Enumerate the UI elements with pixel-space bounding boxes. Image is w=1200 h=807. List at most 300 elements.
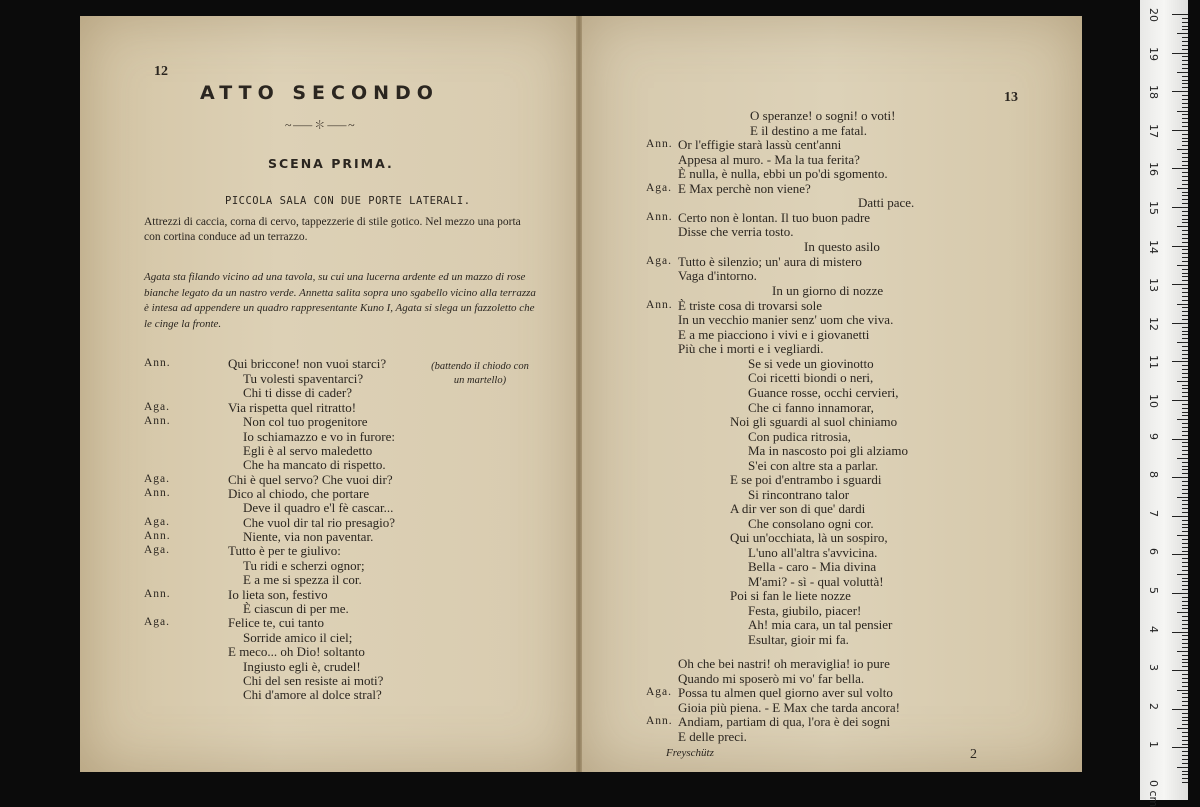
ruler-tick xyxy=(1172,670,1188,671)
ruler-tick xyxy=(1182,138,1188,139)
verse-line: Vaga d'intorno. xyxy=(678,268,757,283)
ruler-tick xyxy=(1182,466,1188,467)
verse-line: E a me piacciono i vivi e i giovanetti xyxy=(678,327,870,342)
ruler-tick xyxy=(1182,273,1188,274)
ruler-tick xyxy=(1182,446,1188,447)
verse-line: E il destino a me fatal. xyxy=(750,123,867,138)
ruler-tick xyxy=(1182,566,1188,567)
ruler-tick xyxy=(1182,524,1188,525)
ruler-tick xyxy=(1172,323,1188,324)
ruler-tick xyxy=(1182,165,1188,166)
ruler-tick xyxy=(1182,635,1188,636)
ruler-tick xyxy=(1182,469,1188,470)
speaker-label: Aga. xyxy=(646,255,673,267)
ruler-label: 2 xyxy=(1147,702,1160,710)
ruler-tick xyxy=(1182,774,1188,775)
ruler-tick xyxy=(1182,662,1188,663)
ruler-tick xyxy=(1182,257,1188,258)
ruler-label: 1 xyxy=(1147,741,1160,749)
ruler-tick xyxy=(1182,547,1188,548)
verse-line: E a me si spezza il cor. xyxy=(243,572,362,587)
ruler-tick xyxy=(1182,338,1188,339)
verse-line: Tutto è silenzio; un' aura di mistero xyxy=(678,254,862,269)
ruler-tick xyxy=(1182,705,1188,706)
signature-number: 2 xyxy=(970,747,977,762)
ruler-tick xyxy=(1172,361,1188,362)
ruler-tick xyxy=(1182,334,1188,335)
ruler-tick xyxy=(1182,319,1188,320)
ruler-tick xyxy=(1182,56,1188,57)
ruler-tick xyxy=(1182,717,1188,718)
ruler-tick xyxy=(1177,767,1188,768)
ruler-tick xyxy=(1182,261,1188,262)
ruler-tick xyxy=(1182,385,1188,386)
verse-line: Qui un'occhiata, là un sospiro, xyxy=(730,530,888,545)
verse-line: Che ha mancato di rispetto. xyxy=(243,457,386,472)
ruler-tick xyxy=(1182,435,1188,436)
verse-line: Più che i morti e i vegliardi. xyxy=(678,341,824,356)
ruler-tick xyxy=(1177,612,1188,613)
ruler-tick xyxy=(1182,771,1188,772)
speaker-label: Aga. xyxy=(144,516,171,528)
ruler-tick xyxy=(1177,226,1188,227)
verse-line: In un giorno di nozze xyxy=(772,283,884,298)
ruler-tick xyxy=(1182,176,1188,177)
ruler-tick xyxy=(1182,551,1188,552)
ruler-tick xyxy=(1182,157,1188,158)
verse-line: Guance rosse, occhi cervieri, xyxy=(748,385,899,400)
ruler-tick xyxy=(1182,219,1188,220)
verse-line: Deve il quadro e'l fè cascar... xyxy=(243,500,394,515)
verse-line: Che consolano ogni cor. xyxy=(748,516,874,531)
ruler-tick xyxy=(1172,439,1188,440)
ruler-tick xyxy=(1177,651,1188,652)
ruler-tick xyxy=(1182,253,1188,254)
verse-line: Oh che bei nastri! oh meraviglia! io pure xyxy=(678,656,890,671)
ruler-tick xyxy=(1182,280,1188,281)
ruler-tick xyxy=(1182,450,1188,451)
ruler-tick xyxy=(1182,693,1188,694)
ruler-tick xyxy=(1177,574,1188,575)
verse-line: O speranze! o sogni! o voti! xyxy=(750,108,896,123)
ruler-tick xyxy=(1182,759,1188,760)
speaker-label: Aga. xyxy=(144,544,171,556)
speaker-label: Ann. xyxy=(646,211,673,223)
ruler-tick xyxy=(1177,265,1188,266)
ruler-tick xyxy=(1182,350,1188,351)
ruler-tick xyxy=(1182,508,1188,509)
verse-line: Datti pace. xyxy=(858,195,915,210)
ruler-tick xyxy=(1182,199,1188,200)
verse-line: Certo non è lontan. Il tuo buon padre xyxy=(678,210,871,225)
ruler-tick xyxy=(1177,381,1188,382)
ruler-tick xyxy=(1182,83,1188,84)
ruler-tick xyxy=(1182,643,1188,644)
ruler-tick xyxy=(1182,122,1188,123)
ruler-label: 18 xyxy=(1147,85,1160,100)
ruler-tick xyxy=(1182,404,1188,405)
ruler-tick xyxy=(1182,666,1188,667)
ruler-tick xyxy=(1182,195,1188,196)
ruler-tick xyxy=(1182,724,1188,725)
ruler-label: 20 xyxy=(1147,8,1160,22)
ruler-tick xyxy=(1182,500,1188,501)
verse-line: Chi d'amore al dolce stral? xyxy=(243,687,382,702)
verse-line: Egli è al servo maledetto xyxy=(243,443,373,458)
verse-line: Niente, via non paventar. xyxy=(243,529,374,544)
speaker-label: Ann. xyxy=(144,588,171,600)
ruler-tick xyxy=(1182,682,1188,683)
verse-line: Noi gli sguardi al suol chiniamo xyxy=(730,414,898,429)
ruler-tick xyxy=(1182,230,1188,231)
ruler-tick xyxy=(1182,616,1188,617)
stage-aside: (battendo il chiodo con un martello) xyxy=(431,361,529,386)
ruler-label: 17 xyxy=(1147,123,1160,138)
footer-title: Freyschütz xyxy=(666,747,714,759)
ruler-tick xyxy=(1182,755,1188,756)
verse-line: Ah! mia cara, un tal pensier xyxy=(748,617,893,632)
ruler-tick xyxy=(1182,388,1188,389)
ruler-tick xyxy=(1182,624,1188,625)
ruler-label: 4 xyxy=(1147,625,1160,633)
ruler-tick xyxy=(1182,601,1188,602)
ruler-tick xyxy=(1182,192,1188,193)
ruler-tick xyxy=(1182,331,1188,332)
ruler-tick xyxy=(1182,558,1188,559)
ruler-tick xyxy=(1182,126,1188,127)
ruler-tick xyxy=(1182,60,1188,61)
ruler-tick xyxy=(1182,415,1188,416)
verse-line: E meco... oh Dio! soltanto xyxy=(228,644,365,659)
ruler-tick xyxy=(1182,412,1188,413)
ruler-tick xyxy=(1182,697,1188,698)
verse-line: L'uno all'altra s'avvicina. xyxy=(748,545,878,560)
ruler-tick xyxy=(1182,76,1188,77)
ruler-tick xyxy=(1182,527,1188,528)
act-title: ATTO SECONDO xyxy=(200,82,439,104)
ruler-tick xyxy=(1177,149,1188,150)
ruler-tick xyxy=(1182,203,1188,204)
ruler-tick xyxy=(1182,736,1188,737)
ruler-tick xyxy=(1182,431,1188,432)
verse-line: Che ci fanno innamorar, xyxy=(748,400,874,415)
verse-line: Andiam, partiam di qua, l'ora è dei sogni xyxy=(678,714,891,729)
ruler-tick xyxy=(1182,184,1188,185)
ruler-tick xyxy=(1182,605,1188,606)
ruler-tick xyxy=(1182,211,1188,212)
verse-line: Bella - caro - Mia divina xyxy=(748,559,877,574)
ruler-tick xyxy=(1182,37,1188,38)
speaker-label: Ann. xyxy=(144,415,171,427)
ruler-label: 11 xyxy=(1147,355,1160,370)
ruler-tick xyxy=(1172,554,1188,555)
speaker-label: Aga. xyxy=(144,616,171,628)
ruler-tick xyxy=(1182,161,1188,162)
ruler-tick xyxy=(1177,111,1188,112)
ruler-tick xyxy=(1177,72,1188,73)
ruler-tick xyxy=(1182,520,1188,521)
ruler-tick xyxy=(1182,103,1188,104)
ruler-tick xyxy=(1182,134,1188,135)
verse-line: Con pudica ritrosia, xyxy=(748,429,851,444)
ruler-label: 15 xyxy=(1147,201,1160,215)
ruler-tick xyxy=(1182,763,1188,764)
ruler-tick xyxy=(1172,91,1188,92)
scene-description: Attrezzi di caccia, corna di cervo, tappezzerie di stile gotico. Nel mezzo una porta con cortina conduce ad un terrazzo. xyxy=(144,216,521,243)
verse-line: Tutto è per te giulivo: xyxy=(228,543,341,558)
verse-line: Via rispetta quel ritratto! xyxy=(228,400,357,415)
ruler-tick xyxy=(1182,242,1188,243)
ruler-tick xyxy=(1172,477,1188,478)
ruler-tick xyxy=(1182,80,1188,81)
ruler-tick xyxy=(1182,373,1188,374)
ruler-tick xyxy=(1177,690,1188,691)
right-page xyxy=(582,16,1082,772)
ruler-tick xyxy=(1177,458,1188,459)
ruler-tick xyxy=(1182,732,1188,733)
ruler-tick xyxy=(1182,504,1188,505)
ruler-tick xyxy=(1182,678,1188,679)
speaker-label: Aga. xyxy=(646,182,673,194)
ruler-tick xyxy=(1172,747,1188,748)
ruler-tick xyxy=(1182,296,1188,297)
left-page-number: 12 xyxy=(154,64,168,79)
ruler-tick xyxy=(1182,408,1188,409)
ruler-tick xyxy=(1182,539,1188,540)
ruler-tick xyxy=(1182,292,1188,293)
ruler-tick xyxy=(1172,207,1188,208)
ruler-tick xyxy=(1182,674,1188,675)
ruler-tick xyxy=(1177,728,1188,729)
ruler-tick xyxy=(1182,118,1188,119)
ruler-tick xyxy=(1172,246,1188,247)
ruler-tick xyxy=(1182,628,1188,629)
ruler-tick xyxy=(1182,307,1188,308)
ruler-tick xyxy=(1182,180,1188,181)
verse-line: Quando mi sposerò mi vo' far bella. xyxy=(678,671,865,686)
ruler-tick xyxy=(1182,64,1188,65)
ruler-tick xyxy=(1182,608,1188,609)
speaker-label: Aga. xyxy=(646,686,673,698)
verse-line: Dico al chiodo, che portare xyxy=(228,486,370,501)
ruler-tick xyxy=(1182,481,1188,482)
ruler-tick xyxy=(1182,276,1188,277)
stage-direction: Agata sta filando vicino ad una tavola, su cui una lucerna ardente ed un mazzo di rose bianche legato da un nastro verde. Annetta salita sopra uno sgabello vicino alla terrazza è intesa ad appendere un quadro rappresentante Kuno I, Agata si slega un fazzoletto che le cinge la fronte. xyxy=(144,271,536,330)
verse-line: Or l'effigie starà lassù cent'anni xyxy=(678,137,842,152)
ruler-tick xyxy=(1182,720,1188,721)
ruler-label: 10 xyxy=(1147,394,1160,408)
ruler-tick xyxy=(1177,535,1188,536)
ruler-label: 14 xyxy=(1147,239,1160,254)
speaker-label: Aga. xyxy=(144,401,171,413)
ruler-tick xyxy=(1182,686,1188,687)
ruler-tick xyxy=(1172,284,1188,285)
ruler-tick xyxy=(1172,632,1188,633)
speaker-label: Ann. xyxy=(646,299,673,311)
ruler-tick xyxy=(1182,49,1188,50)
ruler-tick xyxy=(1182,29,1188,30)
ruler-tick xyxy=(1182,740,1188,741)
ruler-tick xyxy=(1177,497,1188,498)
ruler-tick xyxy=(1182,489,1188,490)
ruler-tick xyxy=(1182,222,1188,223)
verse-line: In questo asilo xyxy=(804,239,880,254)
ruler-tick xyxy=(1182,659,1188,660)
ruler-label: 8 xyxy=(1147,471,1160,479)
ruler-tick xyxy=(1177,342,1188,343)
ruler-tick xyxy=(1182,249,1188,250)
verse-line: Disse che verria tosto. xyxy=(678,224,794,239)
ruler-tick xyxy=(1182,141,1188,142)
verse-line: Sorride amico il ciel; xyxy=(243,630,353,645)
ruler-tick xyxy=(1182,493,1188,494)
verse-line: Chi del sen resiste ai moti? xyxy=(243,673,384,688)
ruler-tick xyxy=(1182,647,1188,648)
verse-line: È ciascun di per me. xyxy=(243,601,349,616)
verse-line: Gioia più piena. - E Max che tarda ancora! xyxy=(678,700,900,715)
ruler-tick xyxy=(1182,18,1188,19)
speaker-label: Ann. xyxy=(646,138,673,150)
ruler-tick xyxy=(1182,462,1188,463)
ruler-tick xyxy=(1182,377,1188,378)
ruler-tick xyxy=(1182,620,1188,621)
verse-line: Tu volesti spaventarci? xyxy=(243,371,364,386)
verse-line: In un vecchio manier senz' uom che viva. xyxy=(678,312,894,327)
ruler-tick xyxy=(1182,145,1188,146)
verse-line: Chi è quel servo? Che vuoi dir? xyxy=(228,472,393,487)
verse-line: A dir ver son di que' dardi xyxy=(730,501,866,516)
ruler-tick xyxy=(1182,423,1188,424)
ruler-tick xyxy=(1177,304,1188,305)
speaker-label: Ann. xyxy=(646,715,673,727)
ruler-tick xyxy=(1182,531,1188,532)
ruler-tick xyxy=(1182,153,1188,154)
ruler-tick xyxy=(1182,655,1188,656)
verse-line: Chi ti disse di cader? xyxy=(243,385,353,400)
ruler-label: 12 xyxy=(1147,316,1160,331)
speaker-label: Ann. xyxy=(144,487,171,499)
ruler-tick xyxy=(1177,188,1188,189)
scene-heading: SCENA PRIMA. xyxy=(268,156,394,171)
ruler-tick xyxy=(1182,562,1188,563)
verse-line: M'ami? - sì - qual voluttà! xyxy=(748,574,884,589)
verse-line: Io lieta son, festivo xyxy=(228,587,328,602)
ruler-tick xyxy=(1182,365,1188,366)
ornament-divider: ~⸺✽⸺~ xyxy=(285,118,356,132)
verse-line: Non col tuo progenitore xyxy=(243,414,368,429)
ruler-tick xyxy=(1182,172,1188,173)
verse-line: Ma in nascosto poi gli alziamo xyxy=(748,443,908,458)
ruler-tick xyxy=(1182,288,1188,289)
ruler-tick xyxy=(1182,396,1188,397)
ruler-tick xyxy=(1172,593,1188,594)
ruler-tick xyxy=(1182,311,1188,312)
verse-line: E se poi d'entrambo i sguardi xyxy=(730,472,882,487)
ruler-tick xyxy=(1182,751,1188,752)
ruler-tick xyxy=(1182,442,1188,443)
ruler-tick xyxy=(1182,238,1188,239)
ruler-tick xyxy=(1182,778,1188,779)
ruler-tick xyxy=(1182,597,1188,598)
ruler-tick xyxy=(1182,269,1188,270)
ruler-tick xyxy=(1182,354,1188,355)
ruler-tick xyxy=(1172,168,1188,169)
right-page-number: 13 xyxy=(1004,90,1018,105)
ruler-tick xyxy=(1172,14,1188,15)
verse-line: Ingiusto egli è, crudel! xyxy=(243,659,361,674)
ruler-tick xyxy=(1182,95,1188,96)
ruler-label: 3 xyxy=(1147,664,1160,672)
ruler-label: 6 xyxy=(1147,548,1160,556)
ruler-tick xyxy=(1182,589,1188,590)
ruler-tick xyxy=(1182,234,1188,235)
verse-line: Tu ridi e scherzi ognor; xyxy=(243,558,365,573)
ruler-tick xyxy=(1182,68,1188,69)
ruler-tick xyxy=(1182,570,1188,571)
ruler-tick xyxy=(1182,585,1188,586)
ruler-tick xyxy=(1177,33,1188,34)
ruler-tick xyxy=(1182,99,1188,100)
verse-line: E Max perchè non viene? xyxy=(678,181,811,196)
verse-line: Appesa al muro. - Ma la tua ferita? xyxy=(678,152,860,167)
ruler-tick xyxy=(1182,315,1188,316)
verse-line: Si rincontrano talor xyxy=(748,487,850,502)
ruler-tick xyxy=(1172,53,1188,54)
ruler-label: 16 xyxy=(1147,162,1160,177)
ruler-tick xyxy=(1172,400,1188,401)
verse-line: È triste cosa di trovarsi sole xyxy=(678,298,823,313)
verse-line: Possa tu almen quel giorno aver sul volto xyxy=(678,685,893,700)
speaker-label: Aga. xyxy=(144,473,171,485)
ruler-label: 0 cm xyxy=(1147,780,1160,807)
verse-line: Esultar, gioir mi fa. xyxy=(748,632,849,647)
ruler-tick xyxy=(1182,107,1188,108)
verse-line: Qui briccone! non vuoi starci? xyxy=(228,356,387,371)
ruler-tick xyxy=(1182,701,1188,702)
ruler-tick xyxy=(1182,392,1188,393)
verse-line: Festa, giubilo, piacer! xyxy=(748,603,862,618)
verse-line: Poi si fan le liete nozze xyxy=(730,588,851,603)
verse-line: Felice te, cui tanto xyxy=(228,615,325,630)
ruler-tick xyxy=(1172,516,1188,517)
ruler-tick xyxy=(1182,114,1188,115)
measuring-ruler xyxy=(1140,0,1188,807)
left-page xyxy=(80,16,576,772)
verse-line: Se si vede un giovinotto xyxy=(748,356,874,371)
ruler-tick xyxy=(1182,358,1188,359)
ruler-tick xyxy=(1182,87,1188,88)
ruler-tick xyxy=(1182,713,1188,714)
ruler-tick xyxy=(1182,346,1188,347)
verse-line: Coi ricetti biondi o neri, xyxy=(748,370,874,385)
ruler-tick xyxy=(1182,744,1188,745)
ruler-tick xyxy=(1182,512,1188,513)
verse-line: S'ei con altre sta a parlar. xyxy=(748,458,879,473)
verse-line: È nulla, è nulla, ebbi un po'di sgomento. xyxy=(678,166,888,181)
ruler-tick xyxy=(1182,22,1188,23)
speaker-label: Ann. xyxy=(144,530,171,542)
speaker-label: Ann. xyxy=(144,357,171,369)
ruler-tick xyxy=(1182,327,1188,328)
ruler-tick xyxy=(1182,369,1188,370)
ruler-label: 5 xyxy=(1147,587,1160,594)
ruler-tick xyxy=(1172,130,1188,131)
ruler-tick xyxy=(1182,473,1188,474)
ruler-tick xyxy=(1182,45,1188,46)
ruler-tick xyxy=(1182,300,1188,301)
ruler-tick xyxy=(1182,578,1188,579)
ruler-tick xyxy=(1182,485,1188,486)
